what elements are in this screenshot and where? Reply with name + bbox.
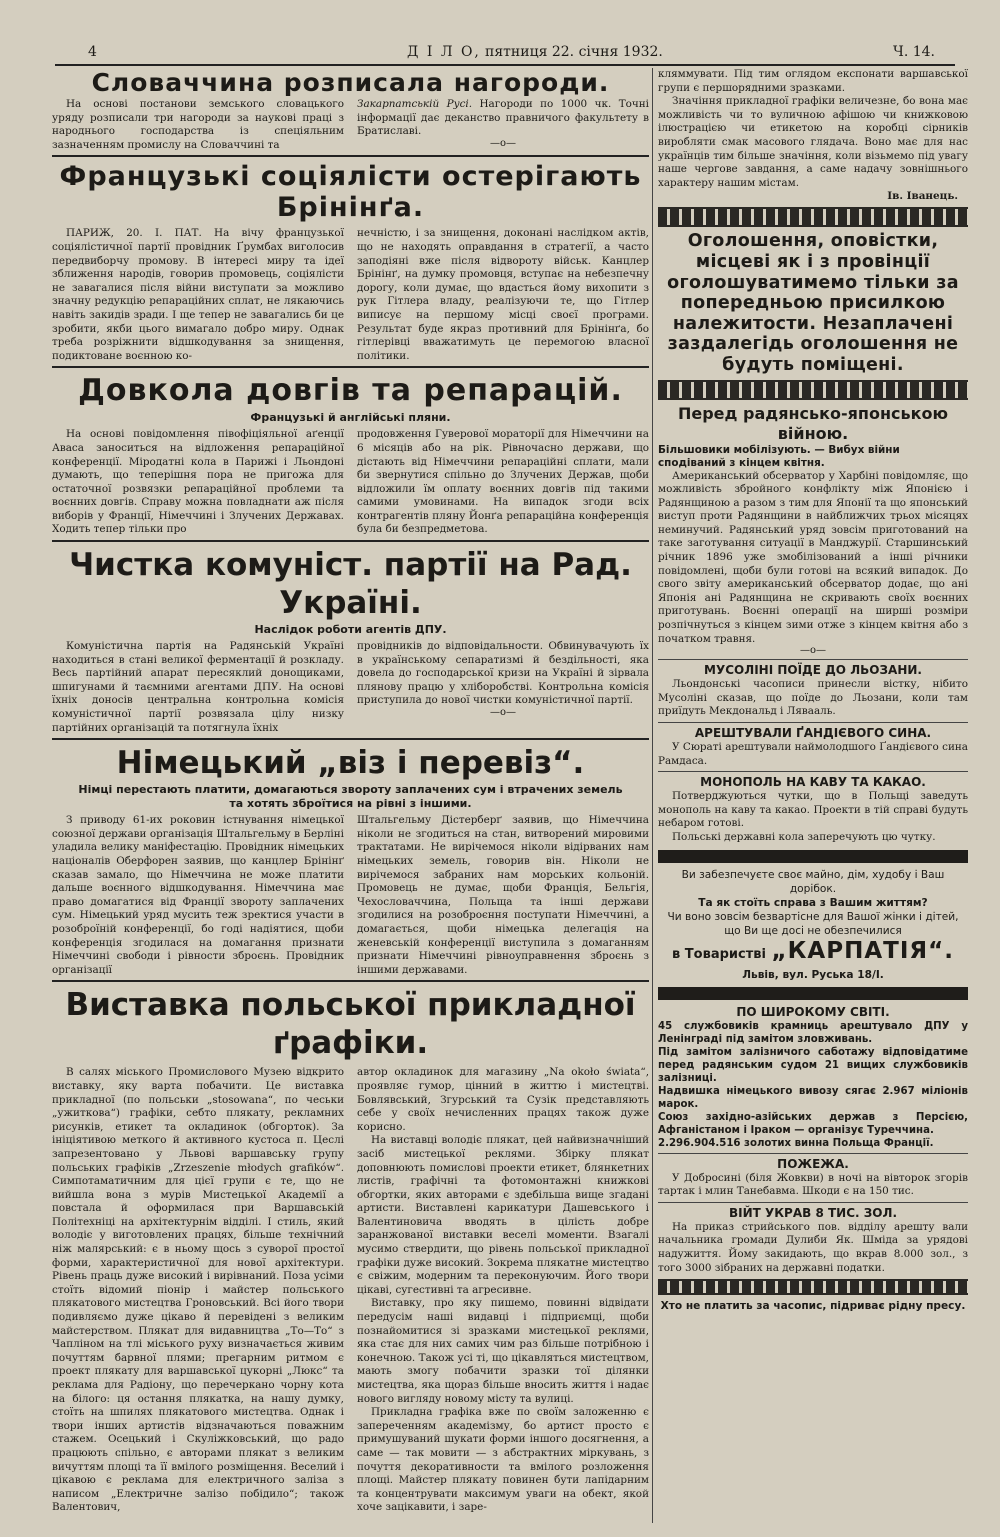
- insurance-ad: [658, 868, 968, 982]
- company-name: „КАРПАТІЯ“.: [771, 937, 954, 964]
- author-signature: Ів. Іванець.: [887, 190, 958, 203]
- ornament-border: [658, 207, 968, 227]
- ornament-border: [658, 1279, 968, 1295]
- divider: [52, 366, 649, 368]
- article-text: На виставці володіє плякат, цей найвизначніший засіб мистецької реклями. Збірку плякат доповнюють помислові проекти етикет, блянкетних листів, графічні та фотомонтажні книжкові обгортки, яких авторами є здебільша вище згадані артисти. Виставлені карикатури Дашевського і Валентиновича вводять в цілість добре заранжованої виставки веселі моменти. Взагалі мусимо ствердити, що рівень польської прикладної графіки дуже високий. Зокрема плякатне мистецтво є свіжим, модерним та переконуючим. Його твори цікаві, сугестивні та агресивне.: [357, 1134, 649, 1296]
- headline: Чистка комуніст. партії на Рад. Україні.: [69, 547, 632, 622]
- article-text: Виставку, про яку пишемо, повинні відвідати передусім наші видавці і підприємці, щоби познайомитися зі зразками мистецької реклями, яка стає для них самих чим раз більше потрібною і конечною. Також усі ті, що цікавляться мистецтвом, мають змогу побачити зразки тої ділянки мистецтва, яка щораз більше вносить життя і надає нового вигляду новому місту та вулиці.: [357, 1297, 649, 1405]
- news-item: Союз західно-азійських держав з Персією, Афганістаном і Іраком — організує Туреччина.: [658, 1111, 968, 1136]
- article-war: Перед радянсько-японською війною. Більшовики мобілізують. — Вибух війни сподіваний з кінцем квітня. Американський обсерватор у Харбіні повідомляє, що можливість збройного конфлікту між Японією і Радянщиною а разом з тим для Японії та що японський виступ проти Радянщини в найближчих трьох місяцях неминучий. Радянський уряд зовсім приготований на таке заготування ситуації в Манджурії. Старшинський річник 1896 уже змобілізований а інші річники повідомлені, щоби були готові на всякий випадок. До свого звіту американський обсерватор додає, що ані Японія ані Радянщина не скривають своїх воєнних приготувань. Воєнні операції на ширші розміри розпічнуться з кінцем зими отже з кінцем квітня або з початком травня. —o—: [658, 403, 968, 657]
- divider: [658, 1202, 968, 1203]
- footer-slogan: Хто не платить за часопис, підриває рідну пресу.: [660, 1300, 966, 1313]
- article-text: Комуністична партія на Радянській Україні находиться в стані великої ферментації й розкладу. Весь партійний апарат пересяклий донощиками, шпигунами й таємними агентами ДПУ. На основі їхніх доносів центральна контрольна комісія комуністичної партії розвязала цілу низку партійних організацій та потягнула їхніх: [52, 640, 344, 734]
- ornament-border: [658, 380, 968, 400]
- divider: [658, 659, 968, 660]
- divider: [52, 738, 649, 740]
- headline: ВІЙТ УКРАВ 8 ТИС. ЗОЛ.: [728, 1205, 898, 1220]
- page-number: 4: [88, 44, 97, 60]
- column-rule: [652, 68, 653, 1523]
- divider: [52, 980, 649, 982]
- news-item: Надвишка німецького вивозу сягає 2.967 міліонів марок.: [658, 1085, 968, 1110]
- article-text: З приводу 61-их роковин істнування німецької союзної держави організація Штальгельму в Берліні уладила велику маніфестацію. Провідник німецьких націоналів Оберфорен заявив, що канцлер Брінінґ сказав замало, що Німеччина не може платити дальше воєнного відшкодування. Німеччина має право домагатися від Франції звороту заплачених сум. Німецький уряд мусить теж зректися участи в розоброїній конференції, бо годі надіятися, щоби конференція згодилася на домагання признати Німеччині свободи і рівности зброєнь. Провідник організації: [52, 814, 344, 976]
- article-text: автор окладинок для магазину „Na około świata“, проявляє гумор, цінний в життю і мистецтві. Бовлявський, Згурський та Сузік представляють себе у своїх нечисленних працях також дуже корисно.: [357, 1066, 649, 1133]
- headline: ПО ШИРОКОМУ СВІТІ.: [736, 1004, 890, 1019]
- article-text: Штальгельму Дістерберґ заявив, що Німеччина ніколи не згодиться на стан, витворений мировими трактатами. Не вирічемося ніколи відірваних нам німецьких земель, говорив він. Ніколи не вирічемося забраних нам морських кольоній. Промовець не думає, щоби Франція, Бельгія, Чехословаччина, Польща та інші держави згодилися на розоброєння поступати Німеччині, а домагається, щоби німецька делегація на женевській конференції виступила з домаганням признати Німеччині рівноуправнення зброєнь з іншими державами.: [357, 814, 649, 976]
- headline: МОНОПОЛЬ НА КАВУ ТА КАКАО.: [700, 775, 926, 790]
- article-text: У Сюраті арештували наймолодшого Ґандієвого сина Рамдаса.: [658, 741, 968, 767]
- subheadline: Наслідок роботи агентів ДПУ.: [254, 623, 447, 637]
- article-coffee: [658, 775, 968, 844]
- article-fire: [658, 1157, 968, 1199]
- divider: [658, 722, 968, 723]
- headline: Німецький „віз і перевіз“.: [116, 745, 585, 782]
- article-wojt: [658, 1206, 968, 1275]
- article-text: Польські державні кола заперечують цю чутку.: [672, 830, 936, 843]
- article-text: провідників до відповідальности. Обвинувачують їх в українському сепаратизмі й бездільності, яка довела до господарської кризи на Україні й зірвала плянову працю у хліборобстві. Контрольна комісія приступила до нової чистки комуністичної партії.: [357, 640, 649, 707]
- subheadline: Німці перестають платити, домагаються звороту заплачених сум і втрачених земель та хотять зброїтися на рівні з іншими.: [78, 783, 623, 811]
- article-purge: Чистка комуніст. партії на Рад. Україні. Наслідок роботи агентів ДПУ. Комуністична партія на Радянській Україні находиться в стані великої ферментації й розкладу. Весь партійний апарат пересяклий донощиками, шпигунами й таємними агентами ДПУ. На основі їхніх доносів центральна контрольна комісія комуністичної партії розвязала цілу низку партійних організацій та потягнула їхніх провідників до відповідальности. Обвинувачують їх в українському сепаратизмі й бездільності, яка довела до господарської кризи на Україні й зірвала плянову працю у хліборобстві. Контрольна комісія приступила до нової чистки комуністичної партії. —o—: [52, 547, 649, 734]
- article-text: У Добросині (біля Жовкви) в ночі на вівторок згорів тартак і млин Танебавма. Шкоди є на 150 тис.: [658, 1171, 968, 1198]
- page-header: [55, 42, 955, 66]
- article-world: [658, 1005, 968, 1150]
- ad-text: в Товаристві: [672, 946, 766, 962]
- article-text: Американський обсерватор у Харбіні повідомляє, що можливість збройного конфлікту між Японією і Радянщиною а разом з тим для Японії та що японський виступ проти Радянщини в найближчих трьох місяцях неминучий. Радянський уряд зовсім приготований на таке заготування ситуації в Манджурії. Старшинський річник 1896 уже змобілізований а інші річники повідомлені, щоби були готові на всякий випадок. До свого звіту американський обсерватор додає, що ані Японія ані Радянщина не скривають своїх воєнних приготувань. Воєнні операції на ширші розміри розпічнуться з кінцем зими отже з кінцем квітня або з початком травня.: [658, 469, 968, 645]
- article-text-italic: Закарпатській Русі.: [357, 98, 473, 110]
- news-item: 45 службовиків крамниць арештувало ДПУ у Ленінграді під замітом зловживань.: [658, 1020, 968, 1045]
- article-french-socialists: [52, 161, 649, 363]
- ad-bar: [658, 850, 968, 863]
- article-text: Прикладна графіка вже по своїм заложенню є запереченням академізму, бо артист просто є примушуваний шукати форми іншого досягнення, а саме — так мовити — з абстрактних міркувань, з почуття декоративности та вмілого розложення площі. Майстер плякату повинен бути лапідарним та концентрувати максимум уваги на обект, якой хоче зацікавити, і заре-: [357, 1406, 649, 1514]
- article-text: Льондонські часописи принесли вістку, нібито Мусоліні сказав, що поїде до Льозани, коли там приїдуть Мекдональд і Лявааль.: [658, 678, 968, 718]
- headline: АРЕШТУВАЛИ ҐАНДІЄВОГО СИНА.: [694, 726, 932, 740]
- subheadline: Французькі й англійські пляни.: [250, 411, 451, 425]
- newspaper-title: Д І Л О,: [407, 44, 481, 60]
- subheadline: Більшовики мобілізують. — Вибух війни сподіваний з кінцем квітня.: [658, 443, 900, 469]
- article-german: [52, 744, 649, 977]
- ad-text: Чи воно зовсім безвартісне для Вашої жінки і дітей, що Ви ще досі не обезпечилися: [667, 910, 959, 937]
- issue-date: пятниця 22. січня 1932.: [485, 44, 663, 60]
- article-text: нечністю, і за знищення, доконані наслідком актів, що не находять оправдання в стратегії, а часто заподіяні вже після відвороту військ. Канцлер Брінінґ, на думку промовця, вступає на небезпечну дорогу, коли думає, що вдасться йому вихопити з рук Гітлера владу, реалізуючи те, що Гітлер виписує на першому місці своєї програми. Результат буде якраз противний для Брінінґа, бо гітлерівці вважатимуть це перемогою власної політики.: [357, 227, 649, 362]
- right-column: [658, 68, 968, 1523]
- headline: МУСОЛІНІ ПОЇДЕ ДО ЛЬОЗАНИ.: [704, 663, 922, 678]
- ad-text: Ви забезпечуєте своє майно, дім, худобу і Ваш дорібок.: [681, 868, 945, 895]
- article-text: В салях міського Промислового Музею відкрито виставку, яку варта побачити. Це виставка прикладної (по польськи „stosowana“, по чеськи „ужиткова“) графіки, себто плякату, рекламних рисунків, етикет та окладинок (обгорток). За ініціятивою меткого й активного кустоса п. Цеслі запрезентовано у Львові варшавську групу польських графіків „Zrzeszenie młodych grafików“. Симпотаматичним для цієї групи є те, що не вийшла вона з мурів Мистецької Академії а повстала й оформилася при Варшавській Політехніці на архітектурнім відділі. І стиль, який володіє у виготовлених працях, більше технічний ніж малярський: є в ньому щось з суворої простої форми, характеристичної для нової архітектури. Рівень праць дуже високий і вирівнаний. Поза усіми стоїть відомий піонір і майстер польського плякатового мистецтва Гроновський. Всі його твори подивляємо дуже цікаво й перевідені з великим майстерством. Плякат для видавництва „То—То“ з Чапліном на тлі міського руху визначається живим почуттям барвної плями; прегарним ритмом є проект плякату для варшавської цукорні „Люкс“ та реклама для Радіону, що перечеркано чорну кота на білого: ця остання плякатка, на нашу думку, стоїть на шпилях плякатового мистецтва. Однак і твори інших артистів відзначаються поважним стажем. Осецький і Скуліжковський, що радо працюють спільно, є авторами плякат з великим вичуттям площі та її вмілого розміщення. Веселий і цікавою є реклама для електричного заліза з написом „Електричне залізо побідило“; також Валентович,: [52, 1066, 344, 1514]
- divider: [52, 540, 649, 542]
- divider: [52, 155, 649, 157]
- article-debts: [52, 372, 649, 537]
- article-text: Потверджуються чутки, що в Польщі заведуть монополь на каву та какао. Проекти в тій справі будуть небаром готові.: [658, 790, 968, 830]
- left-column: [52, 68, 649, 1523]
- headline: Французькі соціялісти остерігають Брінінґа.: [59, 161, 642, 224]
- article-text: ПАРИЖ, 20. I. ПАТ. На вічу французької соціялістичної партії провідник Ґрумбах виголосив передвиборчу промову. В інтересі миру та ідеї зближення народів, говорив промовець, соціялісти не завагалися після війни виступати за можливо значну редукцію репараційних сплат, не лякаючись навіть закидів зради. І ще тепер не завагались би це зробити, якби цього вимагало добро миру. Однак треба розріжнити відшкодування за знищення, подиктоване воєнною ко-: [52, 227, 344, 362]
- article-text: На основі постанови земського словацького уряду розписали три нагороди за наукові праці з народнього господарства із спеціяльним зазначенням промислу на Словаччині та: [52, 98, 344, 151]
- article-continuation: Значіння прикладної графіки величезне, бо вона має можливість чи то вуличною афішою чи книжковою ілюстрацією чи етикетою на коробці сірників виробляти смак масового глядача. Воно має для нас українців тим більше значіння, коли візьмемо під увагу наше чергове завдання, а саме надачу зовнішнього характеру нашим містам.: [658, 95, 968, 189]
- article-gandhi: [658, 726, 968, 768]
- issue-number: Ч. 14.: [893, 44, 935, 60]
- article-slovakia: Словаччина розписала нагороди. На основі постанови земського словацького уряду розписали три нагороди за наукові праці з народнього господарства із спеціяльним зазначенням промислу на Словаччині та Закарпатській Русі. Нагороди по 1000 чк. Точні інформації дає деканство правничого факультету в Братиславі. —o—: [52, 68, 649, 151]
- article-text: На основі повідомлення півофіціяльної аґенції Аваса заноситься на відложення репараційної конференції. Міродатні кола в Парижі і Льондоні думають, що теперішня пора не пригожа для остаточної розвязки репараційної проблеми та воєнних довгів. Справу можна повладнати аж після виборів у Франції, Німеччині і Злучених Державах. Ходить тепер тільки про: [52, 428, 344, 536]
- news-item: 2.296.904.516 золотих винна Польща Франції.: [658, 1137, 934, 1149]
- news-item: Під замітом залізничого саботажу відповідатиме перед радянським судом 21 вищих службовиків залізниці.: [658, 1046, 968, 1084]
- headline: ПОЖЕЖА.: [777, 1156, 849, 1171]
- ad-address: Львів, вул. Руська 18/І.: [742, 968, 884, 981]
- article-mussolini: [658, 663, 968, 719]
- ad-text: Та як стоїть справа з Вашим життям?: [698, 896, 928, 909]
- article-exhibition: [52, 986, 649, 1515]
- headline: Довкола довгів та репарацій.: [78, 373, 623, 409]
- headline: Перед радянсько-японською війною.: [677, 403, 948, 443]
- ad-bar: [658, 987, 968, 1000]
- divider: [658, 771, 968, 772]
- headline: Виставка польської прикладної ґрафіки.: [65, 987, 636, 1062]
- article-text: продовження Гуверової мораторії для Німеччини на 6 місяців або на рік. Рівночасно держави, що дістають від Німеччини репараційні сплати, мали би звернутися спільно до Злучених Держав, щоби відложили їм оплату воєнних довгів під такими самими умовинами. На випадок згоди всіх контрагентів пляну Йонґа репараційна конференція була би безпредметова.: [357, 428, 649, 536]
- article-text: На приказ стрийського пов. відділу арешту вали начальника громади Дулиби Як. Шміда за урядові надужиття. Йому закидають, що вкрав 8.000 зол., з того 3000 зібраних на державні податки.: [658, 1220, 968, 1274]
- headline: Словаччина розписала нагороди.: [91, 68, 610, 97]
- divider: [658, 1153, 968, 1154]
- advertising-notice: Оголошення, оповістки, місцеві як і з провінції оголошуватимемо тільки за попередньою присилкою належитости. Незаплачені заздалегідь оголошення не будуть поміщені.: [667, 231, 959, 375]
- article-continuation: кляммувати. Під тим оглядом експонати варшавської групи є першорядними зразками.: [658, 68, 968, 94]
- article-text: Нагороди по 1000 чк. Точні інформації дає деканство правничого факультету в Братиславі.: [357, 98, 649, 138]
